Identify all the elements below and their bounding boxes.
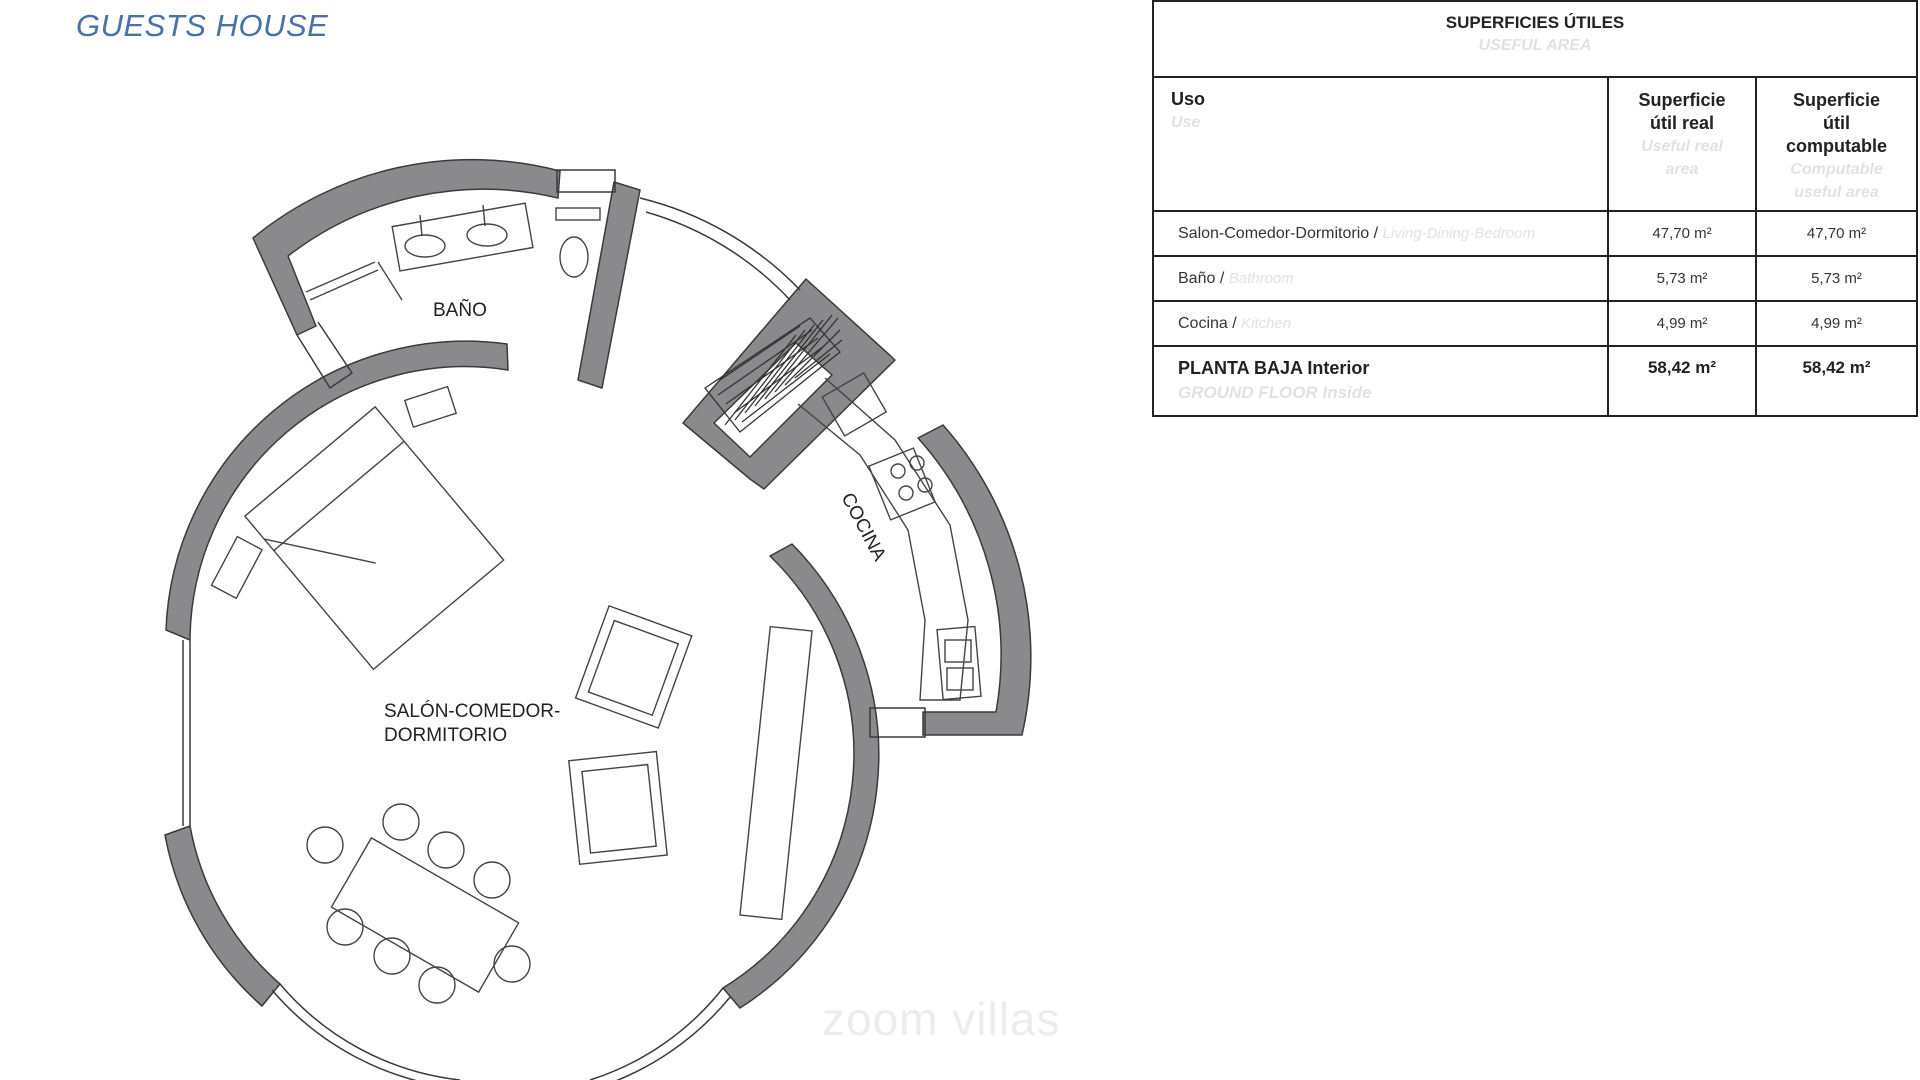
column-use-label: Uso xyxy=(1171,89,1206,110)
page-title: GUESTS HOUSE xyxy=(76,8,329,43)
table-row xyxy=(1153,211,1917,256)
row-name-en: Living-Dining-Bedroom xyxy=(1382,224,1536,242)
row-name-en: Bathroom xyxy=(1228,269,1294,287)
column-use-label-en: Use xyxy=(1171,114,1201,132)
column-computable-en-line1: Computable xyxy=(1790,161,1883,179)
wall-kitchen-right xyxy=(918,425,1031,735)
walls xyxy=(165,160,1031,1008)
row-name-cell xyxy=(1153,211,1608,256)
row-computable-value: 4,99 m² xyxy=(1756,301,1917,345)
table-row xyxy=(1153,301,1917,345)
nightstand xyxy=(405,387,456,428)
total-name-en: GROUND FLOOR Inside xyxy=(1178,382,1372,402)
column-header-real xyxy=(1608,77,1756,211)
room-label-salon: SALÓN-COMEDOR- xyxy=(384,701,561,722)
column-real-en-line2: area xyxy=(1665,161,1699,179)
table-title: SUPERFICIES ÚTILES xyxy=(1445,13,1625,32)
total-name: PLANTA BAJA Interior xyxy=(1178,357,1370,378)
wall-main-left xyxy=(166,341,508,640)
armchair-icon xyxy=(569,752,667,865)
row-real-value: 47,70 m² xyxy=(1608,211,1756,256)
kitchen-sink-icon xyxy=(937,626,981,699)
wall-bathroom-right xyxy=(578,182,640,388)
row-name-en: Kitchen xyxy=(1241,314,1292,332)
nightstand xyxy=(211,537,262,599)
row-name-cell xyxy=(1153,256,1608,301)
column-header-computable xyxy=(1756,77,1917,211)
wall-main-right xyxy=(723,544,879,1008)
row-name: Cocina / xyxy=(1178,314,1237,332)
bed-icon xyxy=(245,407,504,669)
table-title-cell xyxy=(1153,1,1917,77)
sink-icon xyxy=(467,224,507,246)
table-row xyxy=(1153,256,1917,301)
useful-area-table xyxy=(1152,0,1918,417)
table-total-row xyxy=(1153,346,1917,416)
row-real-value: 4,99 m² xyxy=(1608,301,1756,345)
sink-icon xyxy=(405,235,445,257)
wall-bathroom-outer xyxy=(253,160,560,335)
column-real-line2: útil real xyxy=(1649,113,1715,134)
row-name-cell xyxy=(1153,301,1608,345)
table-title-en: USEFUL AREA xyxy=(1478,37,1592,54)
row-computable-value: 5,73 m² xyxy=(1756,256,1917,301)
row-name: Salon-Comedor-Dormitorio / xyxy=(1178,224,1379,242)
column-computable-line1: Superficie xyxy=(1792,90,1881,111)
row-name: Baño / xyxy=(1178,269,1225,287)
room-label-bano: BAÑO xyxy=(433,300,487,321)
dining-table-icon xyxy=(307,804,530,1003)
room-label-cocina: COCINA xyxy=(836,489,890,565)
room-label-salon-line2: DORMITORIO xyxy=(384,725,508,746)
chair-icon xyxy=(307,804,530,1003)
column-real-en-line1: Useful real xyxy=(1641,138,1723,156)
total-computable-cell xyxy=(1756,346,1917,416)
column-computable-line2: útil xyxy=(1823,113,1850,134)
toilet-icon xyxy=(560,237,588,277)
column-real-line1: Superficie xyxy=(1638,90,1726,111)
column-computable-line3: computable xyxy=(1785,136,1887,157)
sideboard xyxy=(740,627,812,920)
armchair-icon xyxy=(576,606,692,728)
row-real-value: 5,73 m² xyxy=(1608,256,1756,301)
wall-main-bottom-left xyxy=(165,826,280,1006)
row-computable-value: 47,70 m² xyxy=(1756,211,1917,256)
column-computable-en-line2: useful area xyxy=(1794,184,1879,202)
total-real-value: 58,42 m² xyxy=(1647,357,1717,377)
living-furniture xyxy=(211,387,812,1003)
total-computable-value: 58,42 m² xyxy=(1802,357,1871,377)
watermark: zoom villas xyxy=(822,993,1061,1045)
total-name-cell xyxy=(1153,346,1608,416)
total-real-cell xyxy=(1608,346,1756,416)
wall-kitchen-upper xyxy=(683,279,895,489)
column-header-use xyxy=(1153,77,1608,211)
